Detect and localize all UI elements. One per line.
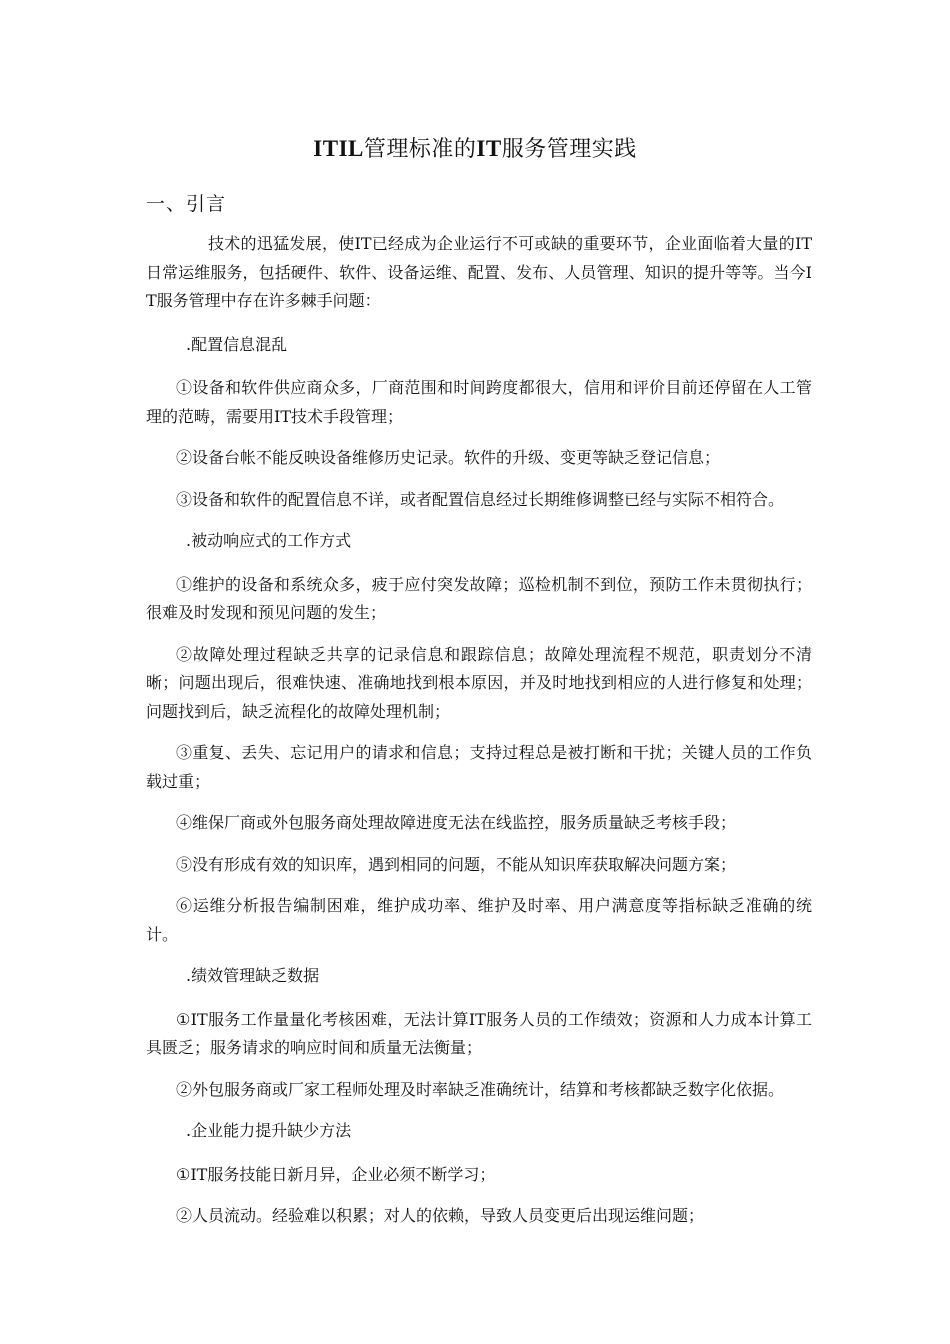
list-item: ④维保厂商或外包服务商处理故障进度无法在线监控，服务质量缺乏考核手段； <box>176 813 737 832</box>
list-item: ②故障处理过程缺乏共享的记录信息和跟踪信息；故障处理流程不规范，职责划分不清晰；问题出现后，很难快速、准确地找到根本原因，并及时地找到相应的人进行修复和处理；问题找到后，缺乏流程化的故障处理机制； <box>146 644 812 721</box>
subheading-capability: .企业能力提升缺少方法 <box>186 1121 352 1140</box>
list-item: ③重复、丢失、忘记用户的请求和信息；支持过程总是被打断和干扰；关键人员的工作负载过重； <box>146 743 812 791</box>
title-middle: 管理标准的 <box>363 137 477 162</box>
list-item: ①IT服务技能日新月异，企业必须不断学习； <box>176 1164 496 1184</box>
page-title <box>0 133 950 166</box>
list-item: ②人员流动。经验难以积累；对人的依赖，导致人员变更后出现运维问题； <box>176 1206 705 1225</box>
list-item: ③设备和软件的配置信息不详，或者配置信息经过长期维修调整已经与实际不相符合。 <box>176 489 785 509</box>
intro-paragraph: 技术的迅猛发展，使IT已经成为企业运行不可或缺的重要环节，企业面临着大量的IT日常运维服务，包括硬件、软件、设备运维、配置、发布、人员管理、知识的提升等等。当今IT服务管理中存在许多棘手问题： <box>146 234 812 310</box>
document-body <box>146 230 812 1244</box>
list-item: ⑥运维分析报告编制困难，维护成功率、维护及时率、用户满意度等指标缺乏准确的统计。 <box>146 896 812 944</box>
list-item: ①设备和软件供应商众多，厂商范围和时间跨度都很大，信用和评价目前还停留在人工管理的范畴，需要用IT技术手段管理； <box>146 378 812 426</box>
section-heading: 一、引言 <box>146 193 227 215</box>
title-it: IT <box>476 136 502 161</box>
subheading-config: .配置信息混乱 <box>186 334 288 354</box>
title-suffix: 服务管理实践 <box>501 137 637 162</box>
list-item: ①IT服务工作量量化考核困难，无法计算IT服务人员的工作绩效；资源和人力成本计算工具匮乏；服务请求的响应时间和质量无法衡量； <box>146 1009 812 1057</box>
title-prefix: ITIL <box>313 136 364 161</box>
subheading-reactive: .被动响应式的工作方式 <box>186 531 352 550</box>
list-item: ①维护的设备和系统众多，疲于应付突发故障；巡检机制不到位，预防工作未贯彻执行；很难及时发现和预见问题的发生； <box>146 574 812 622</box>
list-item: ②设备台帐不能反映设备维修历史记录。软件的升级、变更等缺乏登记信息； <box>176 448 721 467</box>
subheading-performance: .绩效管理缺乏数据 <box>186 966 320 985</box>
list-item: ②外包服务商或厂家工程师处理及时率缺乏准确统计，结算和考核都缺乏数字化依据。 <box>176 1079 785 1099</box>
list-item: ⑤没有形成有效的知识库，遇到相同的问题，不能从知识库获取解决问题方案； <box>176 854 737 874</box>
